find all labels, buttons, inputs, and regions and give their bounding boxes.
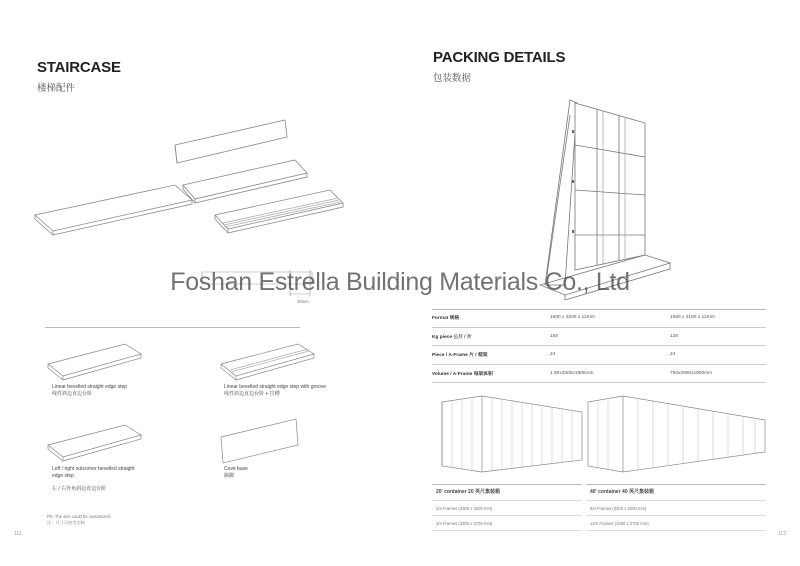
- watermark: Foshan Estrella Building Materials Co., Ltd: [170, 268, 630, 296]
- container-40ft-top-rule: [586, 484, 766, 485]
- table-cell-label: Piece / A-Frame 片 / 框架: [432, 346, 550, 365]
- table-row: [432, 346, 766, 365]
- table-row: [432, 309, 766, 327]
- product-name-cove-base: Cove base: [224, 466, 248, 472]
- container-20ft-top-rule: [432, 484, 582, 485]
- table-cell: 1600 x 3200 x 12mm: [550, 309, 670, 327]
- page-number-right: 112: [778, 531, 786, 537]
- table-cell: 128: [670, 327, 766, 346]
- container-20ft-line2: 3/4 Frames (3300 x 2700 mm): [436, 521, 493, 526]
- container-40ft-title: 40' container 40 英尺集装箱: [590, 489, 654, 495]
- product-image-linear-step: [45, 334, 155, 384]
- section-divider: [45, 327, 300, 328]
- container-40ft-illustration: [583, 390, 773, 480]
- product-name-cn-outcorner-step: 左 / 右外角斜边直边台阶: [52, 486, 107, 492]
- table-cell: 24: [550, 346, 670, 365]
- page-title-packing: PACKING DETAILS: [433, 49, 566, 66]
- container-20ft-illustration: [432, 390, 592, 480]
- table-cell-label: Format 规格: [432, 309, 550, 327]
- table-cell-label: Volume / A-Frame 每架体积: [432, 364, 550, 383]
- table-cell-label: Kg piece 公斤 / 片: [432, 327, 550, 346]
- product-name-linear-step: Linear bevelled straight edge step: [52, 384, 128, 390]
- table-cell: 24: [670, 346, 766, 365]
- page-subtitle-packing: 包装数据: [433, 73, 472, 84]
- product-image-outcorner-step: [45, 415, 155, 465]
- page-number-left: 111: [14, 531, 22, 537]
- table-cell: 1580 x 3180 x 12mm: [670, 309, 766, 327]
- container-40ft-line2: 12/4 Frames (3300 x 2700 mm): [590, 521, 649, 526]
- table-row: [432, 364, 766, 383]
- dimension-label: 20mm: [297, 299, 309, 304]
- container-40ft-line1: 8/4 Frames (3200 x 3200 mm): [590, 506, 647, 511]
- page-subtitle-staircase: 楼梯配件: [37, 83, 76, 94]
- table-cell: 750x2900x1900mm: [670, 364, 766, 383]
- table-cell: 1 90x3300x1900mm: [550, 364, 670, 383]
- staircase-illustration: [25, 115, 355, 255]
- packing-spec-table: [432, 309, 766, 383]
- note-en: PS: The size could be customized.: [47, 514, 112, 519]
- page-title-staircase: STAIRCASE: [37, 59, 121, 76]
- note-cn: 注：尺寸可接受定制: [47, 520, 85, 525]
- product-name-cn-cove-base: 踢脚: [224, 473, 235, 479]
- product-image-groove-step: [218, 334, 328, 384]
- container-20ft-line1: 3/4 Frames (3300 x 3200 mm): [436, 506, 493, 511]
- container-20ft-title: 20' container 20 英尺集装箱: [436, 489, 500, 495]
- product-image-cove-base: [218, 415, 308, 465]
- table-cell: 150: [550, 327, 670, 346]
- product-name-cn-groove-step: 线性斜边直边台阶 + 拉槽: [224, 391, 280, 397]
- table-row: [432, 327, 766, 346]
- product-name-groove-step: Linear bevelled straight edge step with groove: [224, 384, 327, 390]
- product-name-cn-linear-step: 线性斜边直边台阶: [52, 391, 93, 397]
- product-name-outcorner-step: Left / right outcorner bevelled straight edge step: [52, 466, 135, 479]
